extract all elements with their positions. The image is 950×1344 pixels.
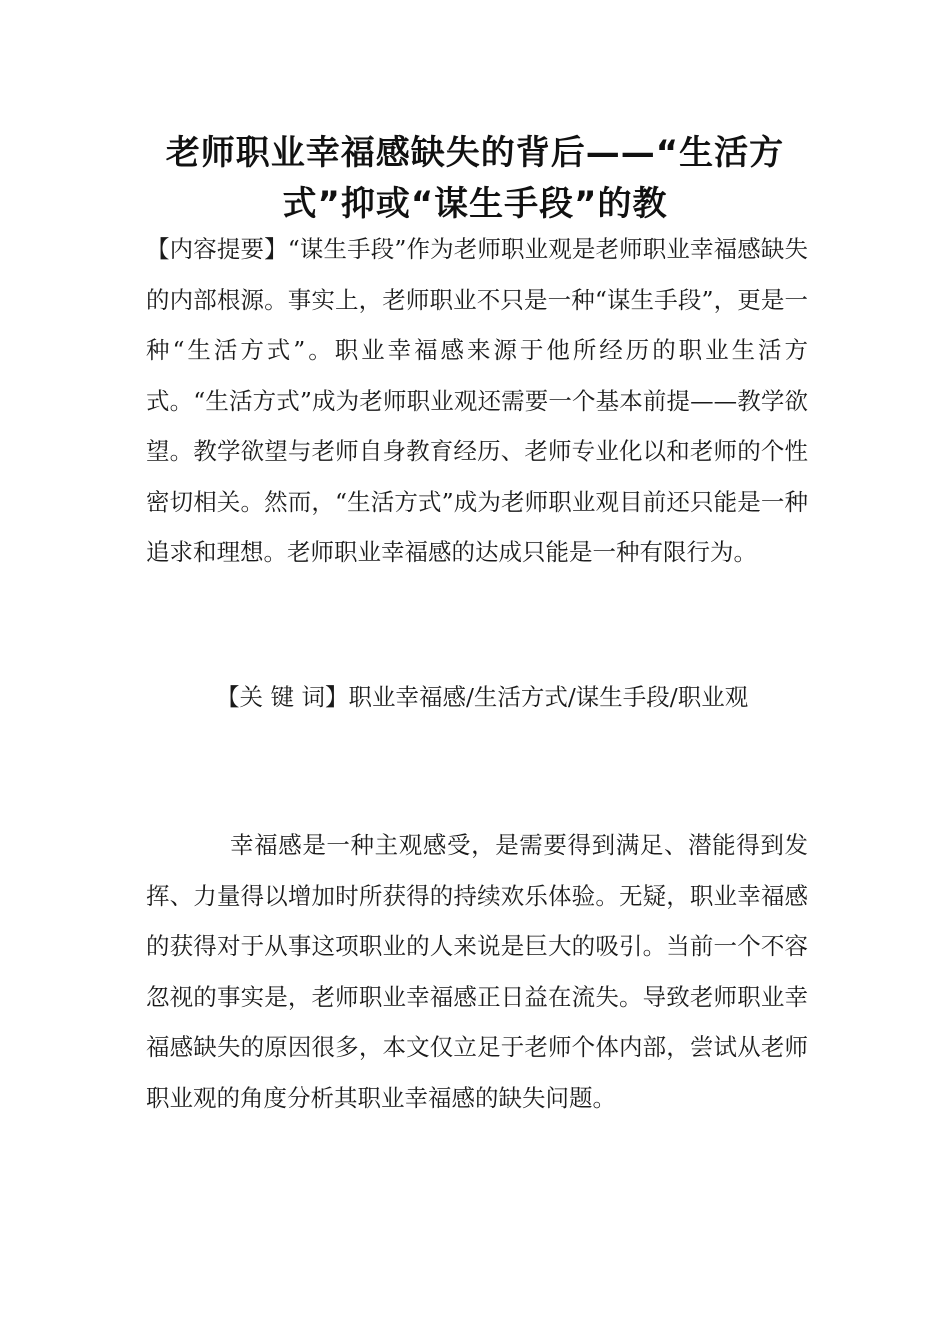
document-title: 老师职业幸福感缺失的背后——“生活方式”抑或“谋生手段”的教 — [165, 133, 785, 224]
abstract-paragraph: 【内容提要】“谋生手段”作为老师职业观是老师职业幸福感缺失的内部根源。事实上，老师职业不只是一种“谋生手段”，更是一种“生活方式”。职业幸福感来源于他所经历的职业生活方式。“生活方式”成为老师职业观还需要一个基本前提——教学欲望。教学欲望与老师自身教育经历、老师专业化以和老师的个性密切相关。然而，“生活方式”成为老师职业观目前还只能是一种追求和理想。老师职业幸福感的达成只能是一种有限行为。 — [146, 235, 808, 566]
body-paragraph: 幸福感是一种主观感受，是需要得到满足、潜能得到发挥、力量得以增加时所获得的持续欢乐体验。无疑，职业幸福感的获得对于从事这项职业的人来说是巨大的吸引。当前一个不容忽视的事实是，老师职业幸福感正日益在流失。导致老师职业幸福感缺失的原因很多，本文仅立足于老师个体内部，尝试从老师职业观的角度分析其职业幸福感的缺失问题。 — [146, 831, 808, 1112]
keywords-paragraph: 【关 键 词】职业幸福感/生活方式/谋生手段/职业观 — [216, 683, 749, 711]
